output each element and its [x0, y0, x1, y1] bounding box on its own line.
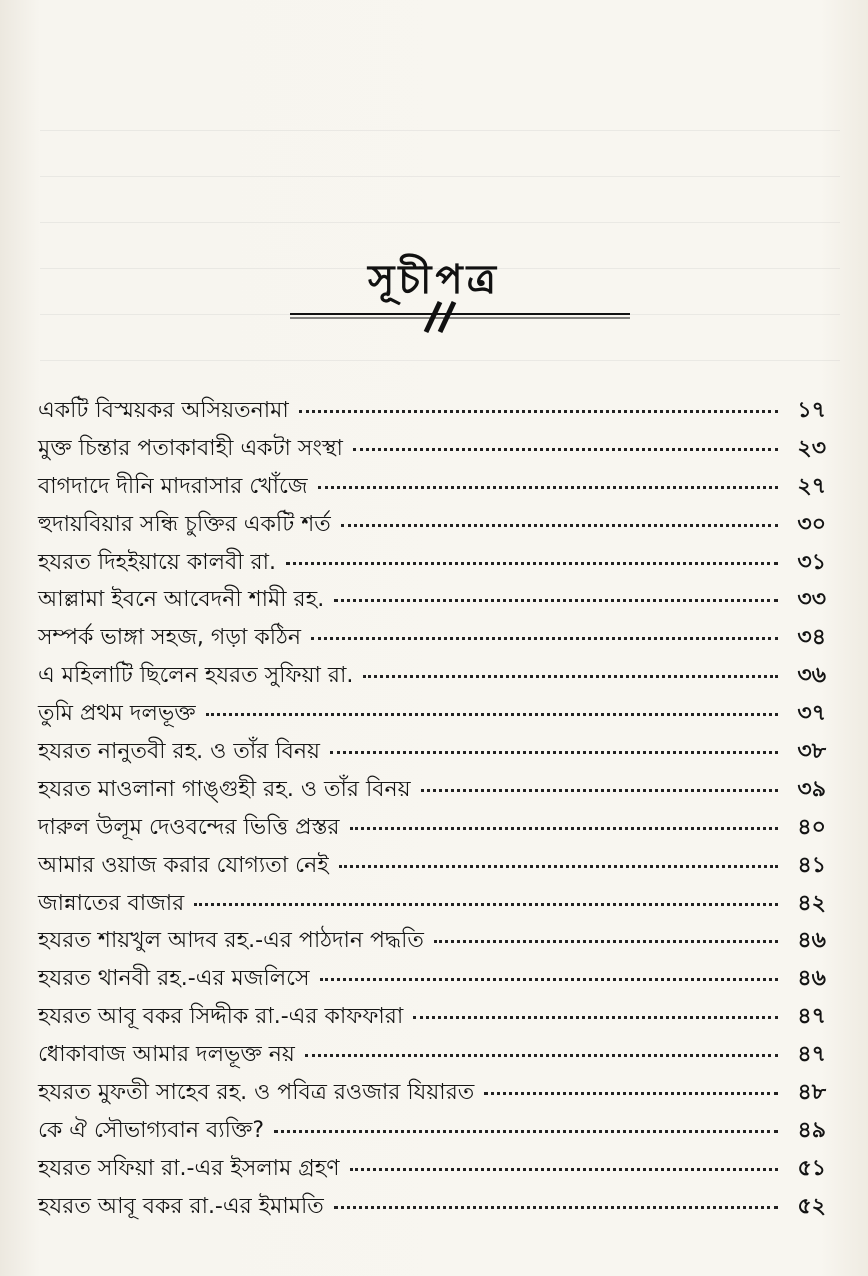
- toc-entry-title: হযরত দিহইয়ায়ে কালবী রা.: [38, 549, 276, 575]
- toc-entry-title: আল্লামা ইবনে আবেদনী শামী রহ.: [38, 587, 325, 613]
- toc-entry-title: হযরত থানবী রহ.-এর মজলিসে: [38, 966, 310, 992]
- toc-entry-page-number: ৪৭: [797, 1042, 826, 1068]
- toc-entry: [38, 960, 826, 998]
- toc-entry: [38, 1036, 826, 1074]
- toc-entry-title: জান্নাতের বাজার: [38, 890, 185, 916]
- toc-entry-page-number: ৪১: [797, 852, 826, 878]
- toc-entry: [38, 581, 826, 619]
- toc-entry-title: বাগদাদে দীনি মাদরাসার খোঁজে: [38, 473, 308, 499]
- toc-entry: [38, 695, 826, 733]
- dot-leader: [363, 667, 778, 678]
- toc-entry-page-number: ৫২: [797, 1193, 826, 1219]
- dot-leader: [434, 932, 778, 943]
- bleed-through-line: [40, 360, 840, 361]
- dot-leader: [421, 781, 778, 792]
- toc-entry-page-number: ৪০: [797, 814, 826, 840]
- dot-leader: [413, 1008, 778, 1019]
- dot-leader: [334, 1198, 778, 1209]
- toc-entry: [38, 771, 826, 809]
- toc-entry: [38, 1188, 826, 1226]
- toc-entry: [38, 506, 826, 544]
- toc-entry: [38, 619, 826, 657]
- toc-entry-title: দারুল উলূম দেওবন্দের ভিত্তি প্রস্তর: [38, 814, 340, 840]
- toc-entry-page-number: ৪৭: [797, 1004, 826, 1030]
- toc-entry-page-number: ৩৩: [797, 587, 826, 613]
- toc-entry: [38, 468, 826, 506]
- toc-entry: [38, 392, 826, 430]
- dot-leader: [311, 629, 778, 640]
- dot-leader: [318, 478, 778, 489]
- toc-entry: [38, 657, 826, 695]
- toc-entry-title: হযরত সফিয়া রা.-এর ইসলাম গ্রহণ: [38, 1155, 340, 1181]
- toc-entry-title: হযরত নানুতবী রহ. ও তাঁর বিনয়: [38, 739, 320, 765]
- toc-entry-title: হযরত আবূ বকর সিদ্দীক রা.-এর কাফফারা: [38, 1004, 404, 1030]
- toc-entry-title: হযরত মাওলানা গাঙ্গুহী রহ. ও তাঁর বিনয়: [38, 776, 411, 802]
- toc-entry: [38, 430, 826, 468]
- toc-entry-page-number: ২৩: [797, 435, 826, 461]
- toc-entry: [38, 544, 826, 582]
- toc-entry-page-number: ৩৯: [797, 776, 826, 802]
- toc-entry-title: সম্পর্ক ভাঙ্গা সহজ, গড়া কঠিন: [38, 625, 301, 651]
- toc-entry-page-number: ৩০: [797, 511, 826, 537]
- toc-entry: [38, 1074, 826, 1112]
- bleed-through-line: [40, 222, 840, 223]
- toc-entry: [38, 1112, 826, 1150]
- toc-entry: [38, 733, 826, 771]
- toc-entry-page-number: ৩৬: [797, 663, 826, 689]
- toc-entry: [38, 885, 826, 923]
- toc-entry-title: মুক্ত চিন্তার পতাকাবাহী একটা সংস্থা: [38, 435, 343, 461]
- dot-leader: [350, 1160, 778, 1171]
- bleed-through-line: [40, 176, 840, 177]
- heading-ornament: [290, 300, 630, 334]
- bleed-through-line: [40, 130, 840, 131]
- toc-entry-title: একটি বিস্ময়কর অসিয়তনামা: [38, 398, 289, 423]
- toc-entry-title: এ মহিলাটি ছিলেন হযরত সুফিয়া রা.: [38, 663, 354, 689]
- dot-leader: [286, 554, 778, 565]
- page-title: সূচীপত্র: [368, 256, 500, 303]
- dot-leader: [334, 591, 778, 602]
- toc-entry-page-number: ২৭: [797, 473, 826, 499]
- dot-leader: [484, 1084, 778, 1095]
- toc-entry-page-number: ১৭: [797, 398, 826, 423]
- toc-entry-title: আমার ওয়াজ করার যোগ্যতা নেই: [38, 852, 329, 878]
- dot-leader: [353, 440, 778, 451]
- toc-entry-page-number: ৪২: [797, 890, 826, 916]
- dot-leader: [305, 1046, 778, 1057]
- toc-entry: [38, 809, 826, 847]
- toc-entry-page-number: ৪৯: [797, 1117, 826, 1143]
- dot-leader: [320, 970, 778, 981]
- dot-leader: [299, 402, 778, 413]
- toc-entry-page-number: ৩৭: [797, 701, 826, 727]
- toc-entry: [38, 998, 826, 1036]
- toc-entry-title: তুমি প্রথম দলভূক্ত: [38, 701, 196, 727]
- toc-entry-page-number: ৩৪: [797, 625, 826, 651]
- toc-entry-page-number: ৩৮: [797, 739, 826, 765]
- dot-leader: [339, 857, 778, 868]
- dot-leader: [330, 743, 778, 754]
- dot-leader: [350, 819, 779, 830]
- toc-entry-title: ধোকাবাজ আমার দলভূক্ত নয়: [38, 1042, 295, 1068]
- toc-entry-title: হযরত শায়খুল আদব রহ.-এর পাঠদান পদ্ধতি: [38, 928, 424, 954]
- toc-entry-title: কে ঐ সৌভাগ্যবান ব্যক্তি?: [38, 1117, 265, 1143]
- dot-leader: [206, 705, 778, 716]
- dot-leader: [274, 1122, 778, 1133]
- dot-leader: [341, 516, 778, 527]
- toc-entry-title: হুদায়বিয়ার সন্ধি চুক্তির একটি শর্ত: [38, 511, 331, 537]
- table-of-contents: [38, 392, 826, 1226]
- toc-entry-page-number: ৫১: [797, 1155, 826, 1181]
- toc-entry-page-number: ৩১: [797, 549, 826, 575]
- toc-entry: [38, 847, 826, 885]
- toc-entry: [38, 1150, 826, 1188]
- toc-entry-title: হযরত মুফতী সাহেব রহ. ও পবিত্র রওজার যিয়ারত: [38, 1080, 475, 1106]
- toc-entry-page-number: ৪৬: [797, 928, 826, 954]
- toc-entry-title: হযরত আবূ বকর রা.-এর ইমামতি: [38, 1193, 324, 1219]
- dot-leader: [194, 895, 778, 906]
- toc-entry-page-number: ৪৮: [797, 1080, 826, 1106]
- toc-entry-page-number: ৪৬: [797, 966, 826, 992]
- toc-entry: [38, 922, 826, 960]
